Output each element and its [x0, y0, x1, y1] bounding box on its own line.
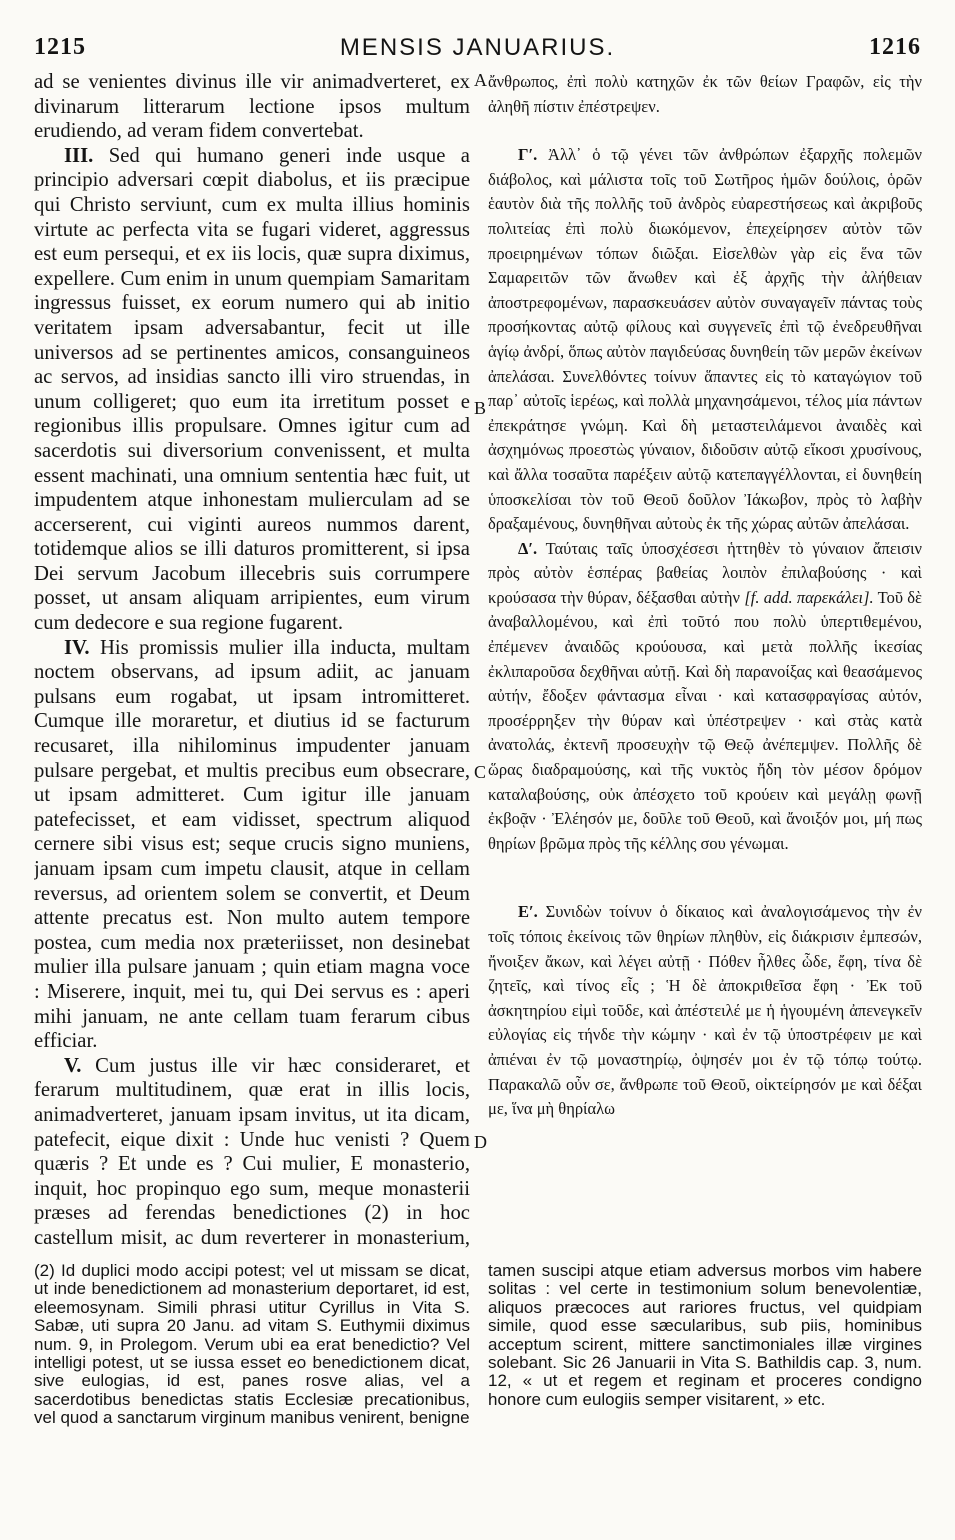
greek-paragraph-intro: ἄνθρωπος, ἐπὶ πολὺ κατηχῶν ἐκ τῶν θείων Γραφῶν, εἰς τὴν ἀληθῆ πίστιν ἐπέστρεψεν. — [488, 72, 922, 116]
page-number-left: 1215 — [34, 34, 86, 60]
latin-paragraph: Cum justus ille vir hæc consideraret, et ferarum multitudinem, quæ erat in illis locis, animadverteret, januam ipsam invitus, ut ita dicam, patefecit, eique dixit : Unde huc venisti ? Quem quæris ? Et unde es ? Cui mulier, E monasterio, inquit, hoc propinquo ego sum, meque monasterii præses ad ferendas benedictiones (2) in hoc castellum misit, ac dum reverterer in monasterium, — [34, 1054, 470, 1249]
footnote-left — [34, 1262, 470, 1428]
page-number-right: 1216 — [869, 34, 921, 60]
footnote-right — [488, 1262, 922, 1409]
latin-section-5 — [34, 1054, 470, 1250]
greek-column — [488, 70, 922, 1250]
greek-paragraph: Ἀλλ᾽ ὁ τῷ γένει τῶν ἀνθρώπων ἐξαρχῆς πολεμῶν διάβολος, καὶ μάλιστα τοῖς τοῦ Σωτῆρος ἡμῶν δούλοις, ὁρῶν ἑαυτὸν διὰ τῆς πολλῆς τοῦ ἀνδρὸς εὐαρεστήσεως καὶ ἀκριβοῦς πολιτείας ἐπὶ πολὺ διωκόμενον, ἐπεχείρησεν αὐτὸν τῶν προειρημένων τόπων διῶξαι. Εἰσελθὼν γὰρ εἰς ἕνα τῶν Σαμαρειτῶν τῶν ἄνωθεν καὶ ἐξ ἀρχῆς τὴν ἀλήθειαν ἀποστρεφομένων, παρασκευάσεν αὐτὸν συναγαγεῖν πάντας τοὺς προσήκοντας αὐτῷ φίλους καὶ συγγενεῖς ἐπὶ τῷ ἐνεδρευθῆναι ἁγίῳ ἀνδρί, ὅπως αὐτὸν παγιδεύσας δυνηθείη τῶν μερῶν ἐκείνων ἀπελάσαι. Συνελθόντες τοίνυν ἅπαντες εἰς τὸ καταγώγιον τοῦ παρ᾽ αὐτοῖς ἱερέως, καὶ πολλὰ μηχανησάμενοι, τέλος μία πάντων ἐπεκράτησε γνώμη. Καὶ δὴ μεταστειλάμενοι ἀναιδὲς καὶ ἀσχημόνως προεστὼς γύναιον, διδοῦσιν αὐτῷ εἴκοσι χρυσίνους, καὶ ἄλλα τοσαῦτα παρέξειν αὐτῷ κατεπαγγέλλονται, εἰ δυνηθείη ὑποσκελίσαι τὸν τοῦ Θεοῦ δοῦλον Ἰάκωβον, πρὸς τὸ λαβὴν δραξαμένους, δυνηθῆναι αὐτοὺς ἐκ τῆς χώρας αὐτῶν ἀπελάσαι. — [488, 145, 922, 534]
greek-section-3 — [488, 143, 922, 537]
section-number: Δʹ. — [518, 538, 538, 558]
section-number: V. — [64, 1054, 82, 1077]
greek-section-4 — [488, 537, 922, 857]
section-number: III. — [64, 144, 94, 167]
section-number: Γʹ. — [518, 145, 538, 165]
section-number: IV. — [64, 636, 90, 659]
margin-letter-b: B — [474, 398, 487, 418]
greek-paragraph: Συνιδὼν τοίνυν ὁ δίκαιος καὶ ἀναλογισάμενος τὴν ἐν τοῖς τόποις ἐκείνοις τῶν θηρίων πληθὺν, εἰς διάκρισιν ἐμπεσών, ἤνοιξεν ἄκων, καὶ λέγει αὐτῇ · Πόθεν ἦλθες ὧδε, ἔφη, τίνα δὲ ζητεῖς, καὶ τίνος εἶς ; Ἡ δὲ ἀποκριθεῖσα ἔφη · Ἐκ τοῦ ἀσκητηρίου εἰμὶ τοῦδε, καὶ ἀπέστειλέ με ἡ ἡγουμένη ἀπενεγκεῖν εὐλογίας εἰς τήνδε τὴν κώμην · καὶ ἐν τῷ ὑποστρέφειν με καὶ ἀπιέναι ἐν τῷ μοναστηρίῳ, ὀψησέν μοι ἐν τῷ τόπῳ τούτῳ. Παρακαλῶ οὖν σε, ἄνθρωπε τοῦ Θεοῦ, οἰκτείρησόν με καὶ δέξαι με, ἵνα μὴ θηρίαλω — [488, 902, 922, 1119]
greek-paragraph: Τοῦ δὲ ἀναβαλλομένου, καὶ ἐπὶ τοῦτό που πολὺ ὑπερτιθεμένου, ἐπέμενεν ἀναιδῶς κρούουσα, καὶ μετὰ πολλῆς ἱκεσίας ἐκλιπαροῦσα δεχθῆναι αὐτῇ. Καὶ δὴ παρανοίξας καὶ θεασάμενος αὐτήν, ἔδοξεν φάντασμα εἶναι · καὶ κατασφραγίσας αὐτόν, προσέρρηξεν τὴν θύραν καὶ ὑπέστρεψεν · καὶ στὰς κατὰ ἀνατολάς, ἐκτενῆ προσευχὴν τῷ Θεῷ ἀνέπεμψεν. Πολλῆς δὲ ὥρας διαδραμούσης, καὶ τῆς νυκτὸς ἤδη τὸν μέσον δρόμον καταλαβούσης, οὐκ ἀπέσχετο τοῦ κρούειν καὶ μεγάλῃ φωνῇ ἐκβοᾷν · Ἐλέησόν με, δοῦλε τοῦ Θεοῦ, καὶ ἄνοιξόν μοι, μή πως θηρίων βρῶμα πρὸς τῆς κέλλης σου γένωμαι. — [488, 587, 922, 853]
running-title: MENSIS JANUARIUS. — [339, 34, 616, 61]
editorial-addition: [f. add. παρεκάλει]. — [744, 587, 874, 607]
page-header — [0, 0, 955, 64]
latin-paragraph: His promissis mulier illa inducta, multam noctem observans, ad ipsum adiit, ac januam pulsans eum rogabat, ut ipsam intromitteret. Cumque ille moraretur, et diutius id se facturum recusaret, illa nihilominus impudenter januam pulsare pergebat, et multis precibus eum obsecrare, ut ipsam admitteret. Cum igitur ille januam patefecisset, et eam vidisset, spectrum aliquod cernere sibi visus est; seque crucis signo muniens, januam ipsam cum impetu clausit, atque in cellam reversus, ad orientem solem se convertit, et Deum attente precatus est. Non multo autem tempore postea, cum media nox præteriisset, non desinebat mulier illa pulsare januam ; quin etiam magna voce : Miserere, inquit, mei tu, qui Dei servus es : aperi mihi januam, ne ante cellam tuam ferarum cibus efficiar. — [34, 636, 470, 1053]
footnote-text: (2) Id duplici modo accipi potest; vel ut missam se dicat, ut inde benedictionem ad monasterium deportaret, id est, eleemosynam. Simili phrasi utitur Cyrillus in Vita S. Sabæ, uti supra 20 Janu. ad vitam S. Euthymii diximus num. 9, in Prolegom. Verum ubi ea erat benedictio? Vel intelligi potest, ut se iussa esset eo benedictionem dicat, sive eulogias, id est, panes rosve alias, vel a sacerdotibus benedictas statis Ecclesiæ precationibus, vel quod a sanctarum virginum manibus venirent, benigne — [34, 1261, 470, 1428]
greek-section-5 — [488, 900, 922, 1121]
margin-letter-c: C — [474, 762, 487, 782]
margin-letter-a: A — [474, 70, 487, 90]
footnote-text: tamen suscipi atque etiam adversus morbos vim habere solitas : vel certe in testimonium solum benevolentiæ, aliquos præcoces aut rariores fructus, vel quidpiam simile, quod esse sæcularibus, sub piis, hominibus acceptum scirent, mittere sanctimoniales illæ virgines solebant. Sic 26 Januarii in Vita S. Bathildis cap. 3, num. 12, « ut et regem et reginam et proceres condigno honore cum eulogiis semper visitarent, » etc. — [488, 1261, 922, 1409]
latin-paragraph: Sed qui humano generi inde usque a principio adversari cœpit diabolus, et iis præcipue qui Christo serviunt, cum ex multa illius hominis virtute ac perfecta vita se fugari videret, aggressus est eum persequi, et ex iis locis, quæ supra diximus, expellere. Cum enim in unum quempiam Samaritam ingressus fuisset, ex eorum numero qui ab initio veritatem ipsam adversabantur, fecit ut ille universos ad se pertinentes amicos, consanguineos ac servos, ad insidias sancto illi viro struendas, in unum colligeret; quo eum ita irretitum posset e regionibus illis propulsare. Omnes igitur cum ad sacerdotis sui diversorium convenissent, et multa essent machinati, una omnium sententia hæc fuit, ut impudentem atque inhonestam mulierculam ad se accerserent, cui viginti aureos nummos darent, totidemque alios se illi daturos promitterent, si ipsa Dei servum Jacobum illecebris suis corrumpere posset, ut ansam aliquam arripientes, eum virum cum dedecore e sua regione fugarent. — [34, 144, 470, 635]
greek-paragraph: Ταύταις ταῖς ὑποσχέσεσι ἡττηθὲν τὸ γύναιον ἄπεισιν πρὸς αὐτὸν ἑσπέρας βαθείας λοιπὸν ἐπιλαβούσης · καὶ κρούσασα τὴν θύραν, δέξασθαι αὐτὴν — [488, 538, 922, 607]
latin-column — [34, 70, 470, 1250]
margin-letter-d: D — [474, 1132, 487, 1152]
section-number: Εʹ. — [518, 902, 538, 922]
latin-section-3 — [34, 144, 470, 636]
latin-section-4 — [34, 636, 470, 1054]
latin-paragraph-intro: ad se venientes divinus ille vir animadverteret, ex divinarum litterarum lectione ipsos multum erudiendo, ad veram fidem convertebat. — [34, 71, 470, 143]
